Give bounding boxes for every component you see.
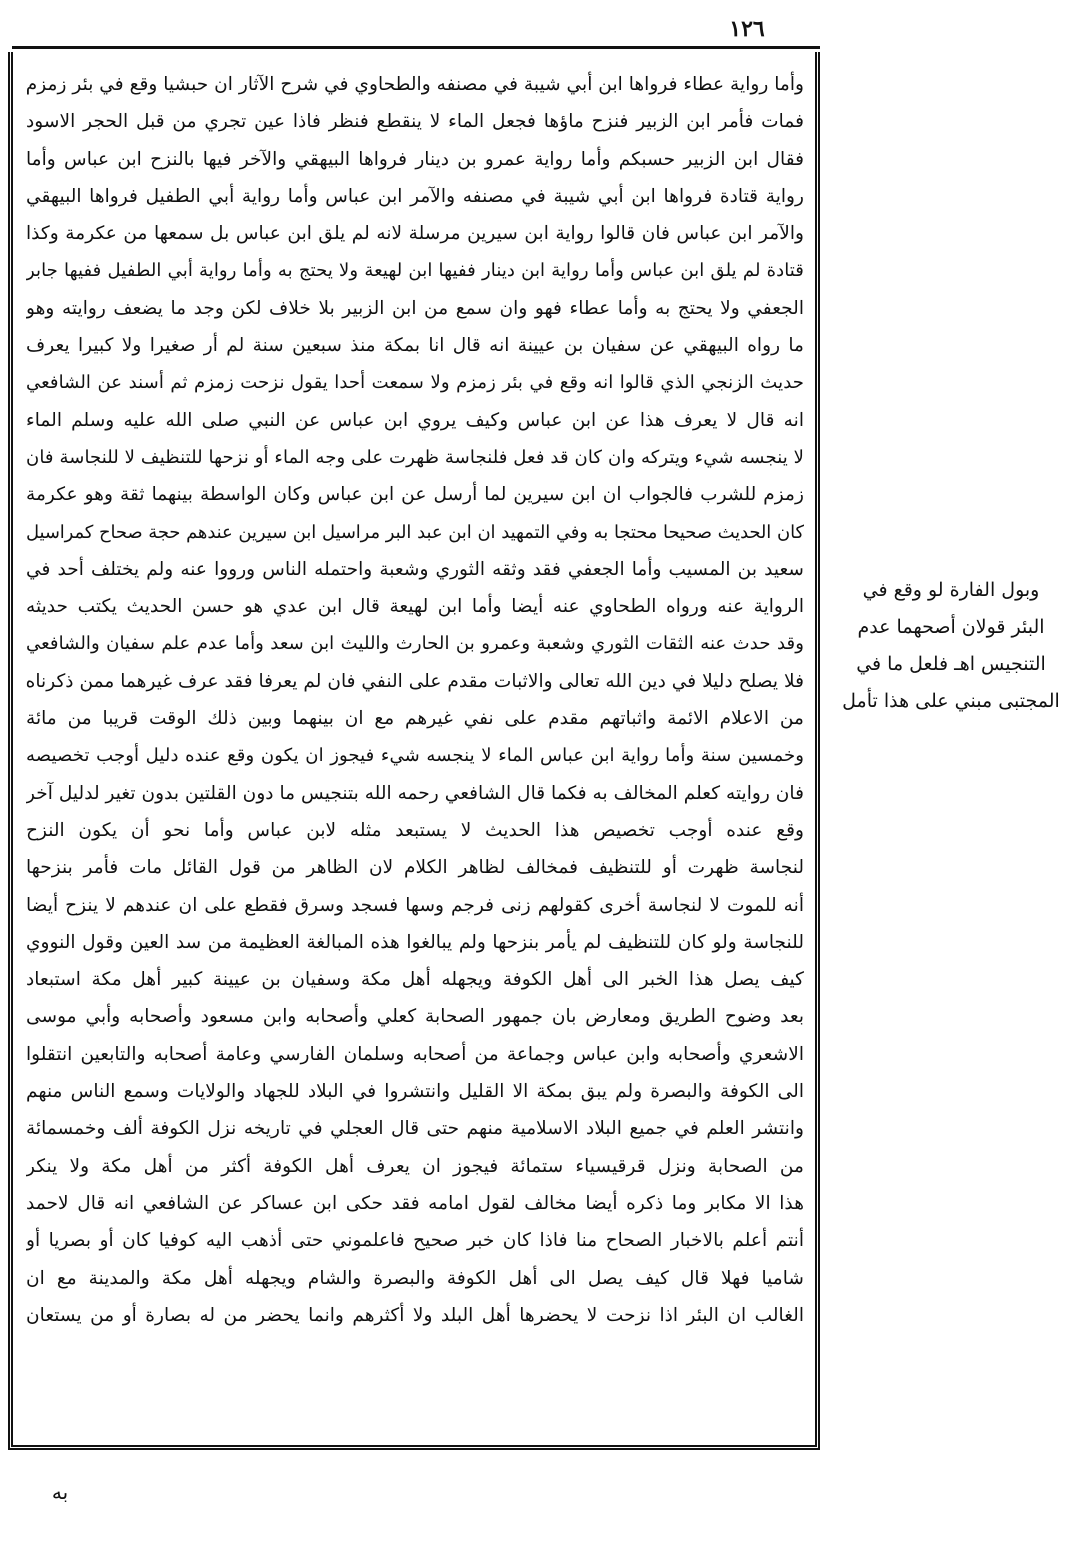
text-line: الاشعري وأصحابه وابن عباس وجماعة من أصحابه وسلمان الفارسي وعامة أصحابه والتابعين انتقلوا bbox=[26, 1043, 804, 1065]
text-line: كيف يصل هذا الخبر الى أهل الكوفة ويجهله أهل مكة وسفيان بن عيينة كبير أهل مكة استبعاد bbox=[26, 969, 804, 991]
text-line: رواية قتادة فرواها ابن أبي شيبة في مصنفه والآمر ابن عباس وأما رواية أبي الطفيل فرواها البيهقي bbox=[26, 185, 804, 207]
text-line: والآمر ابن عباس فان قالوا رواية ابن سيرين مرسلة لانه لم يلق ابن عباس بل سمعها من عكرمة وكذا bbox=[26, 223, 804, 245]
text-line: لنجاسة ظهرت أو للتنظيف فمخالف لظاهر الكلام لان الظاهر من قول القائل مات فأمر بنزحها bbox=[26, 857, 804, 879]
text-line: ما رواه البيهقي عن سفيان بن عيينة انه قال انا بمكة منذ سبعين سنة لم أر صغيرا ولا كبيرا يعرف bbox=[26, 335, 804, 357]
text-line: الغالب ان البئر اذا نزحت لا يحضرها أهل البلد ولا أكثرهم وانما يحضر من له بصارة أو من يستعان bbox=[26, 1304, 804, 1326]
text-line: هذا الا مكابر وما ذكره أيضا مخالف لقول امامه فقد حكى ابن عساكر عن الشافعي انه قال لاحمد bbox=[26, 1192, 804, 1214]
text-line: أنه للموت لا لنجاسة أخرى كقولهم زنى فرجم وسها فسجد وسرق فقطع على ان عندهم لا ينزح أيضا bbox=[26, 894, 804, 916]
page-number: ١٢٦ bbox=[729, 16, 765, 42]
text-line: شاميا فهلا قال كيف يصل الى أهل الكوفة والبصرة والشام ويجهله أهل مكة والمدينة مع ان bbox=[26, 1267, 804, 1289]
text-line: فمات فأمر ابن الزبير فنزح ماؤها فجعل الماء لا ينقطع فنظر فاذا عين تجري من قبل الحجر الاسود bbox=[26, 111, 804, 133]
text-line: بعد وضوح الطريق ومعارض بان جمهور الصحابة كعلي وأصحابه وابن مسعود وأصحابه وأبي موسى bbox=[26, 1006, 804, 1028]
text-line: وأما رواية عطاء فرواها ابن أبي شيبة في مصنفه والطحاوي في شرح الآثار ان حبشيا وقع في بئر زمزم bbox=[26, 74, 804, 95]
text-line: للنجاسة ولو كان للتنظيف لم يأمر بنزحها ولم يبالغوا هذه المبالغة العظيمة من سد العين وقول النووي bbox=[26, 931, 804, 953]
text-line: وخمسين سنة وأما رواية ابن عباس الماء لا ينجسه شيء فيجوز ان يكون وقع عنده دليل أوجب تخصيصه bbox=[26, 745, 804, 767]
text-line: وقع عنده أوجب تخصيص هذا الحديث لا يستبعد مثله لابن عباس وأما نحو أن يكون النزح bbox=[26, 819, 804, 841]
text-line: وقد حدث عنه الثقات الثوري وشعبة وعمرو بن الحارث والليث ابن سعد وأما عدم علم سفيان والشافعي bbox=[26, 633, 804, 655]
margin-note-line: وبول الفارة لو وقع في bbox=[862, 579, 1040, 601]
text-line: فلا يصلح دليلا في دين الله تعالى والاثبات مقدم على النفي فان لم يعرفا فقد عرف غيرهما ممن ذكرناه bbox=[26, 670, 804, 692]
text-line: الجعفي ولا يحتج به وأما عطاء فهو وان سمع من ابن الزبير بلا خلاف لكن وجد ما يضعف روايته وهو bbox=[26, 297, 804, 319]
margin-note-line: البئر قولان أصحهما عدم bbox=[857, 616, 1045, 638]
text-line: انه قال لا يعرف هذا عن ابن عباس وكيف يروي ابن عباس عن النبي صلى الله عليه وسلم الماء bbox=[26, 409, 804, 431]
text-line: لا ينجسه شيء ويتركه وان كان قد فعل فلنجاسة ظهرت على وجه الماء أو نزحها للتنظيف لا للنجاسة فان bbox=[26, 446, 804, 468]
text-line: من الاعلام الائمة واثباتهم مقدم على نفي غيرهم مع ان بينهما وبين ذلك الوقت قريبا من مائة bbox=[26, 708, 804, 730]
text-line: من الصحابة ونزل قرقيسياء ستمائة فيجوز ان يعرف أهل الكوفة أكثر من أهل مكة ولا ينكر bbox=[26, 1155, 804, 1177]
text-line: حديث الزنجي الذي قالوا انه وقع في بئر زمزم ولا سمعت أحدا يقول نزحت زمزم ثم أسند عن الشافعي bbox=[26, 372, 804, 394]
text-line: الرواية عنه ورواه الطحاوي عنه أيضا وأما ابن لهيعة قال ابن عدي هو حسن الحديث يكتب حديثه bbox=[26, 596, 804, 618]
text-line: كان الحديث صحيحا محتجا به وفي التمهيد ان ابن عبد البر مراسيل ابن سيرين عندهم حجة صحاح كمراسيل bbox=[26, 521, 804, 543]
margin-note-line: المجتبى مبني على هذا تأمل bbox=[842, 690, 1060, 712]
text-line: أنتم أعلم بالاخبار الصحاح منا فاذا كان خبر صحيح فاعلموني حتى أذهب اليه كوفيا كان أو بصريا أو bbox=[26, 1230, 804, 1252]
margin-note bbox=[828, 572, 1074, 720]
main-text-block bbox=[26, 66, 804, 1334]
text-line: وانتشر العلم في جميع البلاد الاسلامية منهم حتى قال العجلي في تاريخه نزل الكوفة ألف وخمسمائة bbox=[26, 1118, 804, 1140]
text-line: سعيد بن المسيب وأما الجعفي فقد وثقه الثوري وشعبة واحتمله الناس ورووا عنه ولم يختلف أحد في bbox=[26, 558, 804, 580]
catchword: به bbox=[51, 1480, 69, 1504]
margin-note-line: التنجيس اهـ فلعل ما في bbox=[856, 653, 1046, 675]
text-line: فقال ابن الزبير حسبكم وأما رواية عمرو بن دينار فرواها البيهقي والآخر فيها بالنزح ابن عباس وأما bbox=[26, 148, 804, 170]
text-line: الى الكوفة والبصرة ولم يبق بمكة الا القليل وانتشروا في البلاد للجهاد والولايات وسمع الناس منهم bbox=[26, 1081, 804, 1103]
text-line: فان روايته كعلم المخالف به فكما قال الشافعي رحمه الله بتنجيس ما دون القلتين بدون تغير لدليل آخر bbox=[26, 782, 804, 804]
top-rule bbox=[12, 46, 820, 49]
text-line: زمزم للشرب فالجواب ان ابن سيرين لما أرسل عن ابن عباس وكان الواسطة بينهما ثقة وهو عكرمة bbox=[26, 484, 804, 506]
text-line: قتادة لم يلق ابن عباس وأما رواية ابن دينار ففيها ابن لهيعة ولا يحتج به وأما رواية أبي الطفيل ففيها جابر bbox=[26, 260, 804, 282]
